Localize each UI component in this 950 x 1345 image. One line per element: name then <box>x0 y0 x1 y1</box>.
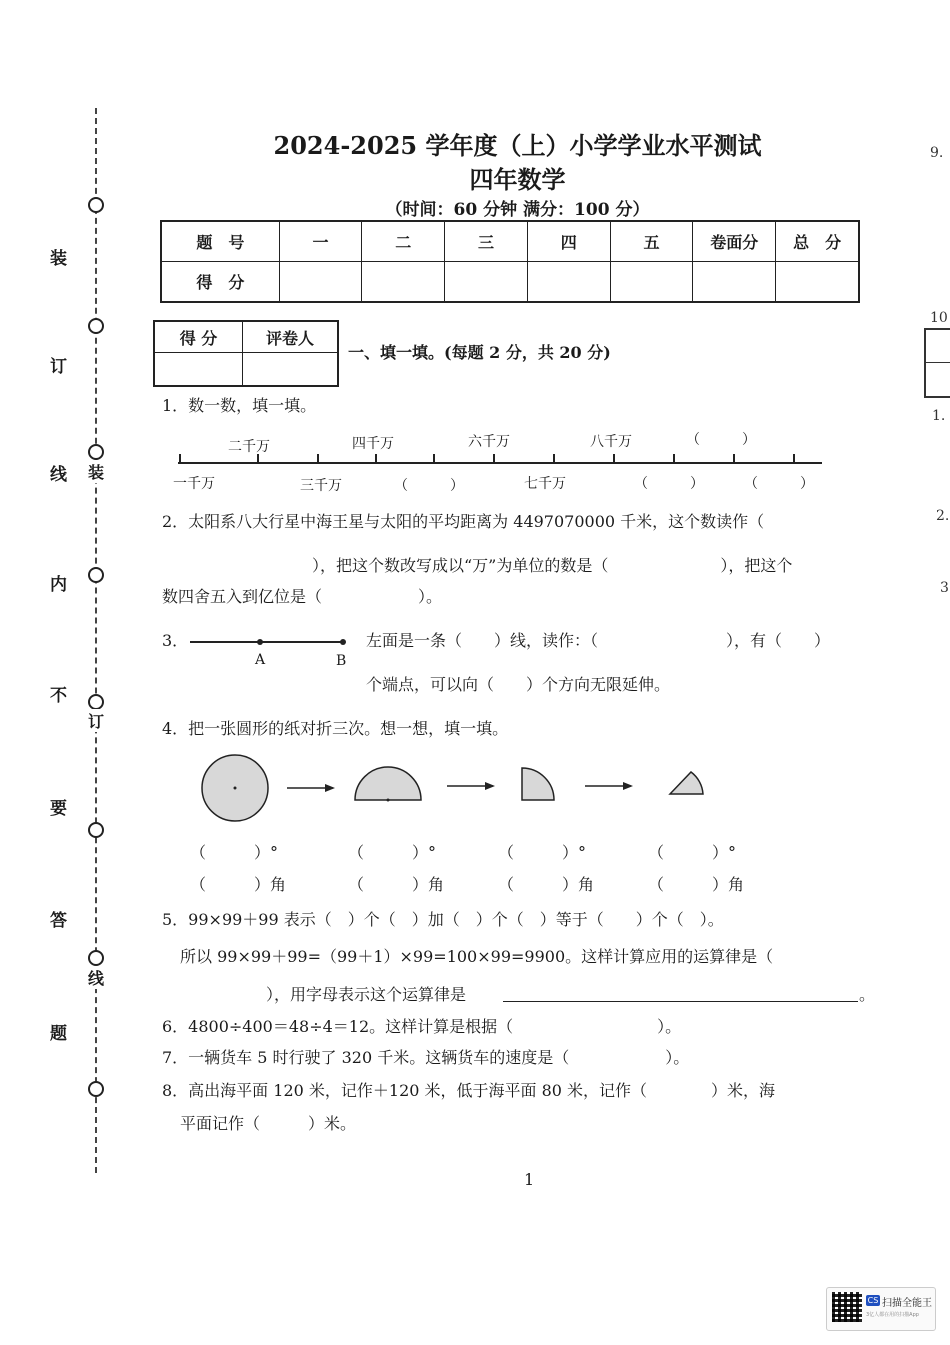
score-header-cell: 五 <box>610 221 693 262</box>
binding-hole <box>88 950 104 966</box>
q1-bottom-label: 七千万 <box>524 476 566 492</box>
score-cell[interactable] <box>445 262 528 303</box>
q8-line1: 8．高出海平面 120 米，记作＋120 米，低于海平面 80 米，记作（ ）米，海 <box>162 1081 776 1100</box>
bleed-label: 9. <box>930 145 944 161</box>
q4-angle-blank[interactable]: （ ）角 <box>190 875 287 894</box>
arrow-head <box>485 782 495 790</box>
score-header-cell: 二 <box>362 221 445 262</box>
score-cell[interactable] <box>279 262 362 303</box>
binding-char: 要 <box>50 799 67 819</box>
binding-dashed-line <box>95 108 97 1173</box>
binding-hole <box>88 567 104 583</box>
score-header-cell: 题 号 <box>161 221 279 262</box>
q5-answer-line[interactable] <box>503 1001 858 1002</box>
q1-bottom-label: 一千万 <box>173 476 215 492</box>
exam-time-info: （时间：60 分钟 满分：100 分） <box>385 200 650 220</box>
binding-hole <box>88 444 104 460</box>
grader-score-label: 得 分 <box>154 321 243 353</box>
score-header-cell: 卷面分 <box>693 221 776 262</box>
q5-period: 。 <box>859 985 876 1004</box>
binding-char: 不 <box>50 686 67 706</box>
q1-blank[interactable]: （ ） <box>744 476 814 492</box>
score-header-cell: 一 <box>279 221 362 262</box>
bleed-label: 3 <box>940 580 949 596</box>
score-table <box>160 220 860 303</box>
q1-blank[interactable]: （ ） <box>634 476 704 492</box>
point-a-dot <box>257 639 263 645</box>
score-cell[interactable] <box>362 262 445 303</box>
q4-angle-blank[interactable]: （ ）角 <box>648 875 745 894</box>
binding-char: 答 <box>50 911 67 931</box>
q5-line1: 5．99×99＋99 表示（ ）个（ ）加（ ）个（ ）等于（ ）个（ ）。 <box>162 910 724 929</box>
grader-box <box>153 320 339 387</box>
semicircle-center-dot <box>387 799 390 802</box>
exam-title: 2024-2025 学年度（上）小学学业水平测试 <box>273 131 762 160</box>
bleed-box-divider <box>924 362 950 363</box>
binding-hole <box>88 318 104 334</box>
cs-logo-icon: CS <box>867 1296 879 1305</box>
bleed-label: 1. <box>932 408 946 424</box>
score-header-cell: 四 <box>527 221 610 262</box>
q3-line1: 左面是一条（ ）线，读作：（ ），有（ ） <box>366 631 831 650</box>
q4-text: 4．把一张圆形的纸对折三次。想一想，填一填。 <box>162 719 509 738</box>
scanner-app-name: 扫描全能王 <box>882 1298 932 1309</box>
bleed-box <box>924 328 950 398</box>
q4-angle-blank[interactable]: （ ）角 <box>348 875 445 894</box>
q2-line2: ），把这个数改写成以“万”为单位的数是（ ），把这个 <box>312 556 793 575</box>
score-row-label: 得 分 <box>161 262 279 303</box>
circle-center-dot <box>234 787 237 790</box>
score-cell[interactable] <box>610 262 693 303</box>
binding-inner-char: 订 <box>88 709 104 732</box>
q4-folding-diagram <box>195 750 715 825</box>
q2-line3: 数四舍五入到亿位是（ ）。 <box>162 587 443 606</box>
bleed-label: 2. <box>936 508 950 524</box>
q6-text: 6．4800÷400＝48÷4＝12。这样计算是根据（ ）。 <box>162 1017 682 1036</box>
eighth-circle-shape <box>670 772 703 794</box>
page-number: 1 <box>524 1170 535 1189</box>
q3-line2: 个端点，可以向（ ）个方向无限延伸。 <box>366 675 671 694</box>
q4-degree-blank[interactable]: （ ）° <box>498 843 587 862</box>
q3-number: 3． <box>162 631 189 650</box>
q1-bottom-label: 三千万 <box>300 478 342 494</box>
score-cell[interactable] <box>527 262 610 303</box>
score-header-cell: 三 <box>445 221 528 262</box>
grader-score-cell[interactable] <box>154 353 243 387</box>
binding-inner-char: 线 <box>88 966 104 989</box>
binding-inner-char: 装 <box>88 460 104 483</box>
q4-angle-blank[interactable]: （ ）角 <box>498 875 595 894</box>
score-header-cell: 总 分 <box>776 221 859 262</box>
q1-top-label: 六千万 <box>468 434 510 450</box>
score-table-score-row <box>161 262 859 303</box>
q2-line1: 2．太阳系八大行星中海王星与太阳的平均距离为 4497070000 千米，这个数读作（ <box>162 512 765 531</box>
score-cell[interactable] <box>776 262 859 303</box>
q5-line2: 所以 99×99＋99=（99＋1）×99=100×99=9900。这样计算应用的运算律是（ <box>180 947 774 966</box>
arrow-head <box>623 782 633 790</box>
binding-hole <box>88 822 104 838</box>
qr-code-icon <box>832 1292 862 1322</box>
q4-degree-blank[interactable]: （ ）° <box>348 843 437 862</box>
q7-text: 7．一辆货车 5 时行驶了 320 千米。这辆货车的速度是（ ）。 <box>162 1048 690 1067</box>
q8-line2: 平面记作（ ）米。 <box>180 1114 357 1133</box>
exam-subject: 四年数学 <box>469 165 566 194</box>
grader-name-label: 评卷人 <box>243 321 339 353</box>
score-cell[interactable] <box>693 262 776 303</box>
q3-ray-diagram <box>188 634 350 650</box>
q5-line3: ），用字母表示这个运算律是 <box>266 985 467 1004</box>
q4-degree-blank[interactable]: （ ）° <box>648 843 737 862</box>
q1-blank[interactable]: （ ） <box>394 478 464 494</box>
bleed-label: 10 <box>930 310 948 326</box>
section1-title: 一、填一填。(每题 2 分，共 20 分) <box>348 343 611 362</box>
q1-text: 1．数一数，填一填。 <box>162 396 317 415</box>
binding-hole <box>88 1081 104 1097</box>
binding-char: 装 <box>50 249 67 269</box>
binding-char: 订 <box>50 357 67 377</box>
semicircle-shape <box>355 767 421 800</box>
point-b-dot <box>340 639 346 645</box>
arrow-head <box>325 784 335 792</box>
scanner-slogan: 3亿人都在用的扫描App <box>866 1312 919 1318</box>
score-table-header-row <box>161 221 859 262</box>
quarter-circle-shape <box>522 768 554 800</box>
q1-top-label: 四千万 <box>352 436 394 452</box>
q3-point-b-label: B <box>336 653 347 669</box>
binding-hole <box>88 694 104 710</box>
q1-top-label: 二千万 <box>228 439 270 455</box>
binding-char: 内 <box>50 575 67 595</box>
binding-char: 线 <box>50 465 67 485</box>
q1-blank[interactable]: （ ） <box>686 432 756 448</box>
q1-top-label: 八千万 <box>590 434 632 450</box>
grader-name-cell[interactable] <box>243 353 339 387</box>
q4-degree-blank[interactable]: （ ）° <box>190 843 279 862</box>
binding-char: 题 <box>50 1024 67 1044</box>
q3-point-a-label: A <box>255 652 266 668</box>
